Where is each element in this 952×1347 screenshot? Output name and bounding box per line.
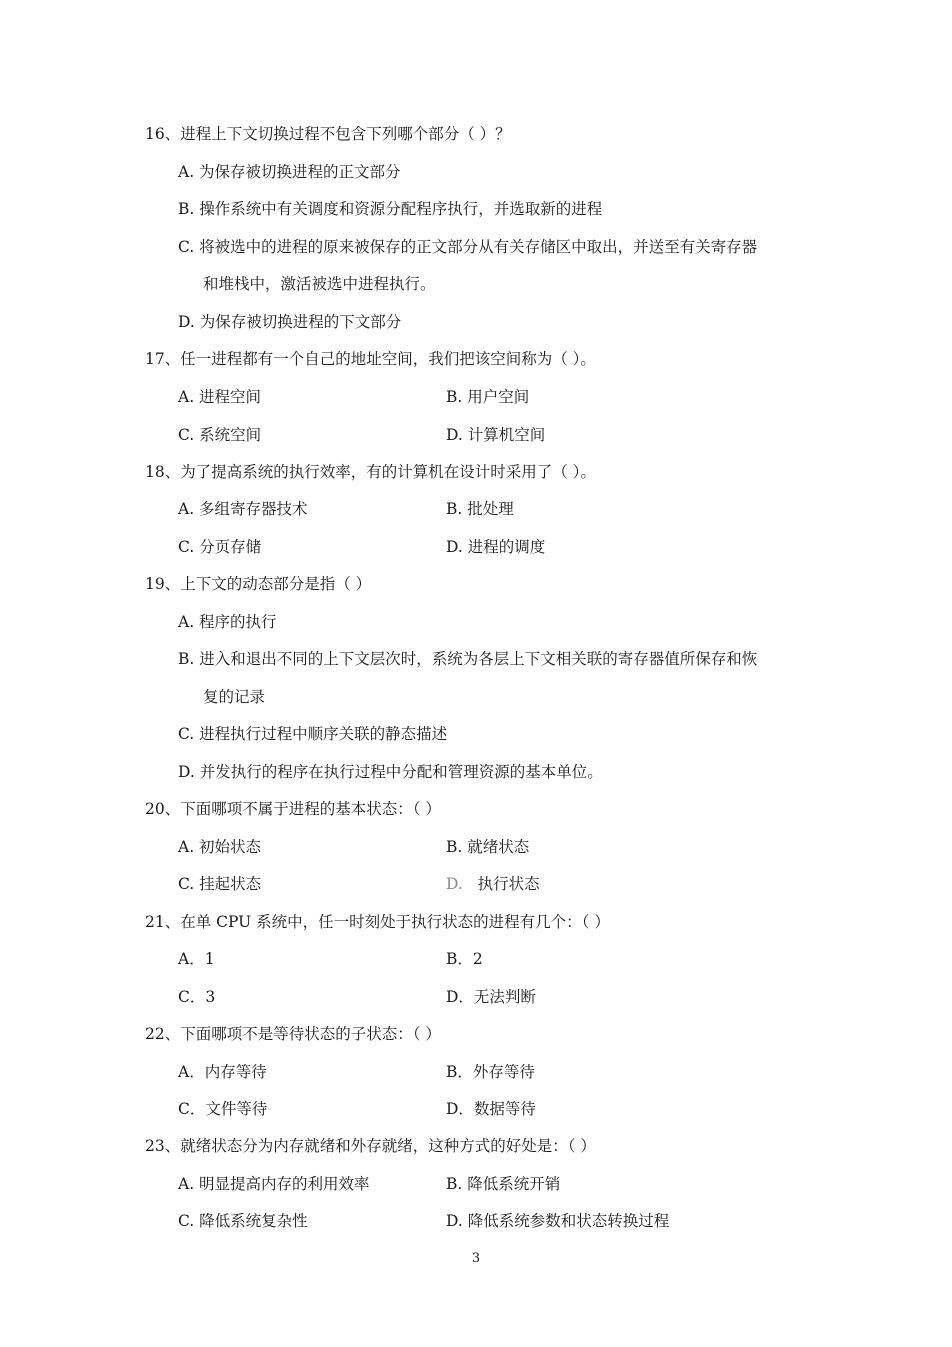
q17-option-d: D. 计算机空间 bbox=[446, 426, 546, 444]
question-18: 18、为了提高系统的执行效率，有的计算机在设计时采用了（ ）。 bbox=[145, 463, 596, 481]
q23-option-d: D. 降低系统参数和状态转换过程 bbox=[446, 1212, 670, 1230]
question-22: 22、下面哪项不是等待状态的子状态：（ ） bbox=[145, 1025, 441, 1043]
q20-option-d-letter: D. bbox=[446, 875, 463, 893]
q20-option-d-text: 执行状态 bbox=[477, 875, 540, 893]
q20-option-a: A. 初始状态 bbox=[178, 838, 262, 856]
question-20: 20、下面哪项不属于进程的基本状态：（ ） bbox=[145, 800, 441, 818]
q22-option-d: D．数据等待 bbox=[446, 1100, 536, 1118]
q22-option-a: A．内存等待 bbox=[178, 1063, 267, 1081]
q23-option-b: B. 降低系统开销 bbox=[446, 1175, 561, 1193]
q16-option-c-continued: 和堆栈中，激活被选中进程执行。 bbox=[203, 275, 436, 293]
q17-option-a: A. 进程空间 bbox=[178, 388, 262, 406]
q20-option-b: B. 就绪状态 bbox=[446, 838, 530, 856]
question-21: 21、在单 CPU 系统中，任一时刻处于执行状态的进程有几个：（ ） bbox=[145, 913, 610, 931]
q18-option-d: D. 进程的调度 bbox=[446, 538, 546, 556]
q18-option-b: B. 批处理 bbox=[446, 500, 514, 518]
q19-option-b-continued: 复的记录 bbox=[203, 688, 266, 706]
q21-option-d: D．无法判断 bbox=[446, 988, 536, 1006]
q21-option-a: A．1 bbox=[178, 950, 215, 968]
q23-option-a: A. 明显提高内存的利用效率 bbox=[178, 1175, 370, 1193]
q19-option-b: B. 进入和退出不同的上下文层次时，系统为各层上下文相关联的寄存器值所保存和恢 bbox=[178, 650, 758, 668]
q16-option-b: B. 操作系统中有关调度和资源分配程序执行，并选取新的进程 bbox=[178, 200, 603, 218]
q20-option-c: C. 挂起状态 bbox=[178, 875, 262, 893]
q16-option-a: A. 为保存被切换进程的正文部分 bbox=[178, 163, 401, 181]
q21-option-c: C．3 bbox=[178, 988, 216, 1006]
q20-option-d bbox=[446, 873, 540, 895]
q21-option-b: B．2 bbox=[446, 950, 483, 968]
page-number: 3 bbox=[471, 1251, 481, 1266]
q19-option-a: A. 程序的执行 bbox=[178, 613, 277, 631]
q18-option-c: C. 分页存储 bbox=[178, 538, 262, 556]
q19-option-d: D. 并发执行的程序在执行过程中分配和管理资源的基本单位。 bbox=[178, 763, 603, 781]
q19-option-c: C. 进程执行过程中顺序关联的静态描述 bbox=[178, 725, 448, 743]
q16-option-d: D. 为保存被切换进程的下文部分 bbox=[178, 313, 402, 331]
question-17: 17、任一进程都有一个自己的地址空间，我们把该空间称为（ ）。 bbox=[145, 350, 596, 368]
q23-option-c: C. 降低系统复杂性 bbox=[178, 1212, 308, 1230]
question-16: 16、进程上下文切换过程不包含下列哪个部分（ ）？ bbox=[145, 125, 511, 143]
q18-option-a: A. 多组寄存器技术 bbox=[178, 500, 308, 518]
q22-option-b: B．外存等待 bbox=[446, 1063, 535, 1081]
question-19: 19、上下文的动态部分是指（ ） bbox=[145, 575, 372, 593]
q17-option-b: B. 用户空间 bbox=[446, 388, 530, 406]
q17-option-c: C. 系统空间 bbox=[178, 426, 262, 444]
q22-option-c: C．文件等待 bbox=[178, 1100, 268, 1118]
q16-option-c: C. 将被选中的进程的原来被保存的正文部分从有关存储区中取出，并送至有关寄存器 bbox=[178, 238, 758, 256]
question-23: 23、就绪状态分为内存就绪和外存就绪，这种方式的好处是：（ ） bbox=[145, 1137, 596, 1155]
